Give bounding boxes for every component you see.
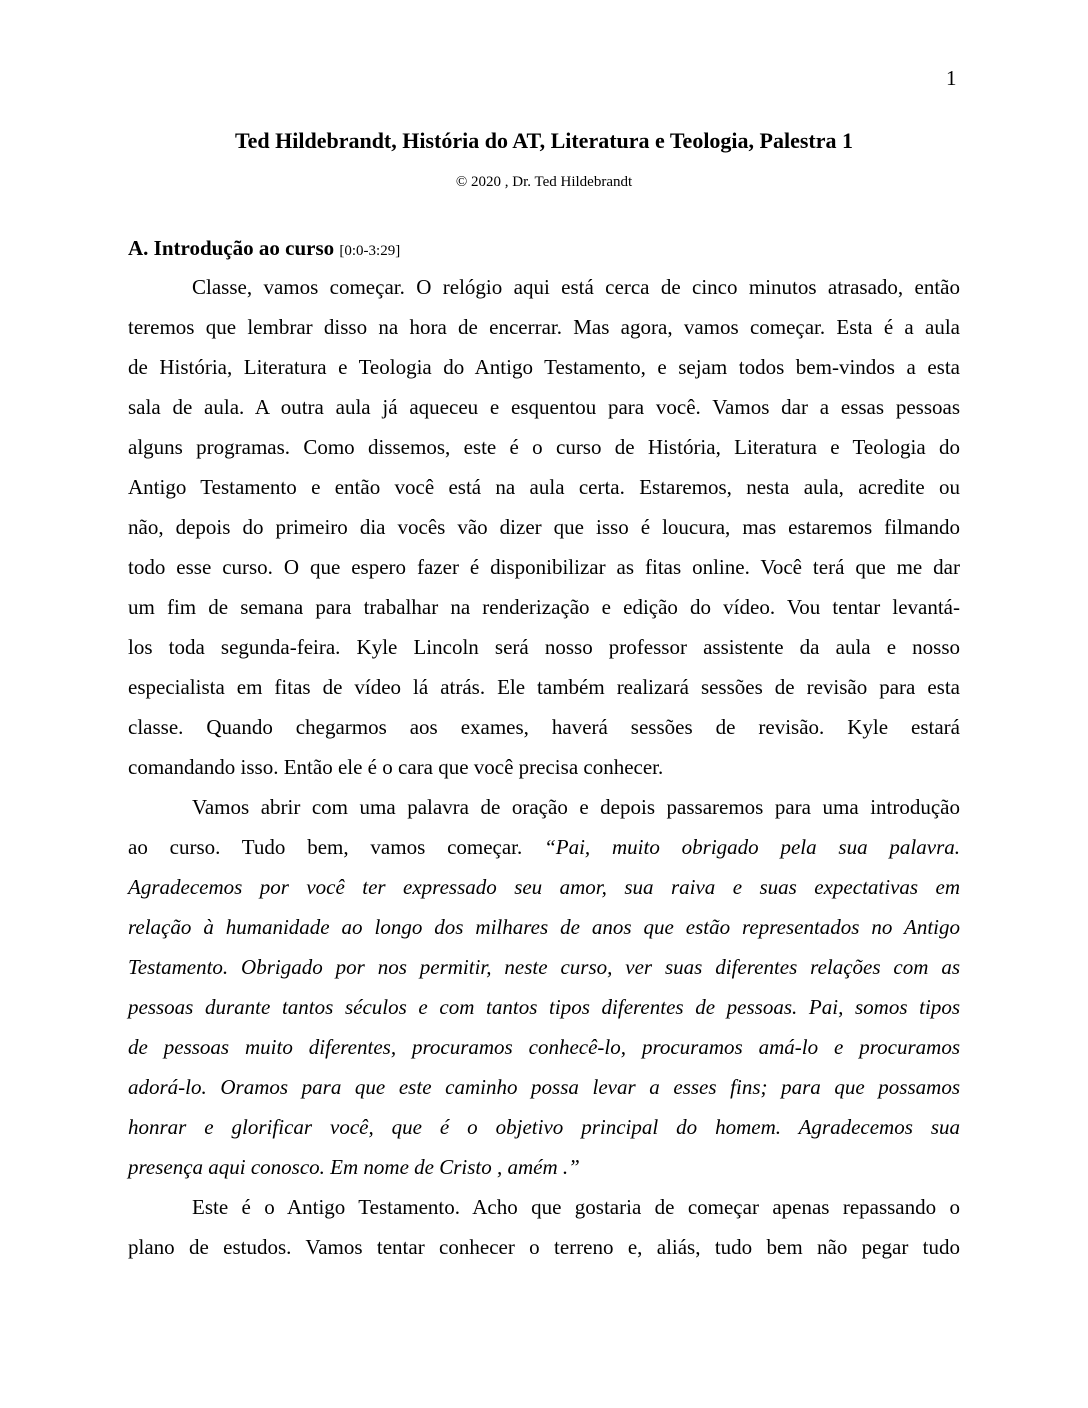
text-segment: especialista em fitas de vídeo lá atrás. Ele também realizará sessões de revisão para esta — [128, 675, 960, 699]
text-segment: los toda segunda-feira. Kyle Lincoln será nosso professor assistente da aula e nosso — [128, 635, 960, 659]
text-line — [128, 947, 960, 987]
text-line — [128, 627, 960, 667]
text-segment: sala de aula. A outra aula já aqueceu e esquentou para você. Vamos dar a essas pessoas — [128, 395, 960, 419]
italic-prayer-text: honrar e glorificar você, que é o objetivo principal do homem. Agradecemos sua — [128, 1115, 960, 1139]
italic-prayer-text: adorá-lo. Oramos para que este caminho possa levar a esses fins; para que possamos — [128, 1075, 960, 1099]
section-heading-text: A. Introdução ao curso — [128, 236, 335, 260]
text-line — [128, 787, 960, 827]
text-segment: Este é o Antigo Testamento. Acho que gostaria de começar apenas repassando o — [192, 1195, 960, 1219]
paragraph — [128, 787, 960, 1187]
text-segment: teremos que lembrar disso na hora de encerrar. Mas agora, vamos começar. Esta é a aula — [128, 315, 960, 339]
section-timestamp: [0:0-3:29] — [339, 243, 401, 259]
text-line — [128, 267, 960, 307]
text-line — [128, 547, 960, 587]
text-line — [128, 1187, 960, 1227]
text-line — [128, 587, 960, 627]
text-line — [128, 1027, 960, 1067]
text-segment: Vamos abrir com uma palavra de oração e depois passaremos para uma introdução — [192, 795, 960, 819]
text-line — [128, 987, 960, 1027]
text-line — [128, 1147, 960, 1187]
text-segment: Classe, vamos começar. O relógio aqui está cerca de cinco minutos atrasado, então — [192, 275, 960, 299]
text-segment: de História, Literatura e Teologia do Antigo Testamento, e sejam todos bem-vindos a esta — [128, 355, 960, 379]
text-segment: classe. Quando chegarmos aos exames, haverá sessões de revisão. Kyle estará — [128, 715, 960, 739]
text-line — [128, 427, 960, 467]
text-segment: um fim de semana para trabalhar na renderização e edição do vídeo. Vou tentar levantá- — [128, 595, 960, 619]
text-line — [128, 1067, 960, 1107]
text-line — [128, 747, 960, 787]
text-line — [128, 307, 960, 347]
italic-prayer-text: relação à humanidade ao longo dos milhares de anos que estão representados no Antigo — [128, 915, 960, 939]
text-line — [128, 467, 960, 507]
italic-prayer-text: Testamento. Obrigado por nos permitir, neste curso, ver suas diferentes relações com as — [128, 955, 960, 979]
text-line — [128, 1107, 960, 1147]
text-segment: não, depois do primeiro dia vocês vão dizer que isso é loucura, mas estaremos filmando — [128, 515, 960, 539]
document-body — [128, 267, 960, 1267]
text-line — [128, 1227, 960, 1267]
italic-prayer-text: Agradecemos por você ter expressado seu amor, sua raiva e suas expectativas em — [128, 875, 960, 899]
text-line — [128, 707, 960, 747]
text-segment: Antigo Testamento e então você está na aula certa. Estaremos, nesta aula, acredite ou — [128, 475, 960, 499]
italic-prayer-text: pessoas durante tantos séculos e com tantos tipos diferentes de pessoas. Pai, somos tipos — [128, 995, 960, 1019]
italic-prayer-text: presença aqui conosco. Em nome de Cristo , amém .” — [128, 1155, 580, 1179]
copyright-line: © 2020 , Dr. Ted Hildebrandt — [455, 174, 633, 190]
text-segment: ao curso. Tudo bem, vamos começar. — [128, 835, 545, 859]
text-line — [128, 387, 960, 427]
document-title: Ted Hildebrandt, História do AT, Literatura e Teologia, Palestra 1 — [234, 128, 854, 153]
paragraph — [128, 267, 960, 787]
text-segment: alguns programas. Como dissemos, este é o curso de História, Literatura e Teologia do — [128, 435, 960, 459]
text-line — [128, 827, 960, 867]
text-line — [128, 867, 960, 907]
text-segment: plano de estudos. Vamos tentar conhecer o terreno e, aliás, tudo bem não pegar tudo — [128, 1235, 960, 1259]
section-heading — [128, 236, 400, 261]
text-line — [128, 667, 960, 707]
text-line — [128, 507, 960, 547]
page-number: 1 — [946, 66, 957, 90]
text-segment: todo esse curso. O que espero fazer é disponibilizar as fitas online. Você terá que me dar — [128, 555, 960, 579]
paragraph — [128, 1187, 960, 1267]
text-line — [128, 347, 960, 387]
text-line — [128, 907, 960, 947]
italic-prayer-text: “Pai, muito obrigado pela sua palavra. — [544, 835, 961, 859]
text-segment: comandando isso. Então ele é o cara que você precisa conhecer. — [128, 755, 664, 779]
italic-prayer-text: de pessoas muito diferentes, procuramos conhecê-lo, procuramos amá-lo e procuramos — [128, 1035, 960, 1059]
